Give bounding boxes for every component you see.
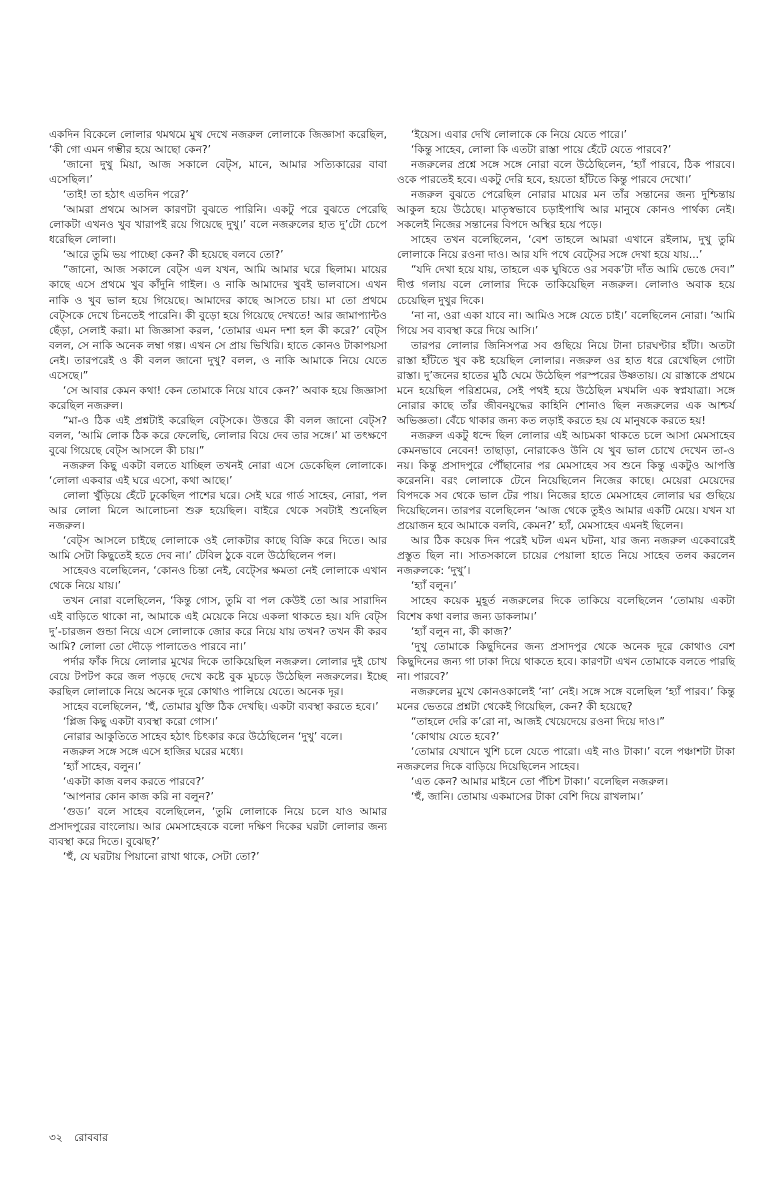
paragraph: ‘বেট্স আসলে চাইছে লোলাকে ওই লোকটার কাছে বিক্রি করে দিতে। আর আমি সেটা কিছুতেই হতে দেব না।’ টেবিল ঠুকে বলে উঠেছিলেন পল।: [49, 535, 387, 563]
paragraph: ‘প্লিজ কিছু একটা ব্যবস্থা করো গোস।’: [63, 715, 219, 728]
paragraph: “জানো, আজ সকালে বেট্স এল যখন, আমি আমার ঘরে ছিলাম। মায়ের কাছে এসে প্রথমে খুব কাঁদুনি গাইল। ও নাকি আমাদের খুবই ভালবাসে। এখন নাকি ও খুব ভাল হয়ে গিয়েছে। আমাদের কাছে আসতে চায়। মা তো প্রথমে বেট্সকে দেখে চিনতেই পারেনি। কী বুড়ো হয়ে গিয়েছে দেখতে! আর জামাপ্যান্টও ছেঁড়া, সেলাই করা। মা জিজ্ঞাসা করল, ‘তোমার এমন দশা হল কী করে?’ বেট্স বলল, সে নাকি অনেক লম্বা গল্প। এখন সে প্রায় ভিখিরি। হাতে কোনও টাকাপয়সা নেই। তারপরেই ও কী বলল জানো দুখু? বলল, ও নাকি আমাকে নিয়ে যেতে এসেছে।”: [49, 264, 387, 382]
paragraph: ‘হ্যাঁ বলুন না, কী কাজ?’: [411, 625, 512, 638]
paragraph: ‘জানো দুখু মিয়া, আজ সকালে বেট্স, মানে, আমার সত্যিকারের বাবা এসেছিল।’: [49, 159, 387, 187]
paragraph: ‘আরে তুমি ভয় পাচ্ছো কেন? কী হয়েছে বলবে তো?’: [63, 249, 284, 262]
paragraph: ‘দুখু তোমাকে কিছুদিনের জন্য প্রসাদপুর থেকে অনেক দূরে কোথাও বেশ কিছুদিনের জন্য গা ঢাকা দিয়ে থাকতে হবে। কারণটা এখন তোমাকে বলতে পারছি না। পারবে?’: [397, 640, 735, 683]
paragraph: ‘সে আবার কেমন কথা! কেন তোমাকে নিয়ে যাবে কেন?’ অবাক হয়ে জিজ্ঞাসা করেছিল নজরুল।: [49, 384, 387, 412]
paragraph: ‘আমরা প্রথমে আসল কারণটা বুঝতে পারিনি। একটু পরে বুঝতে পেরেছি লোকটা এখনও খুব খারাপই রয়ে গিয়েছে দুখু।’ বলে নজরুলের হাত দু’টো চেপে ধরেছিল লোলা।: [49, 204, 387, 247]
page-footer: [49, 1131, 116, 1145]
paragraph: ‘গুড।’ বলে সাহেব বলেছিলেন, ‘তুমি লোলাকে নিয়ে চলে যাও আমার প্রসাদপুরের বাংলোয়। আর মেমসাহেবকে বলো দক্ষিণ দিকের ঘরটা লোলার জন্য ব্যবস্থা করে দিতে। বুঝেছ?’: [49, 806, 387, 849]
paragraph: ‘কিন্তু সাহেব, লোলা কি এতটা রাস্তা পায়ে হেঁটে যেতে পারবে?’: [411, 144, 672, 157]
paragraph: ‘না না, ওরা একা যাবে না। আমিও সঙ্গে যেতে চাই।’ বলেছিলেন নোরা। ‘আমি গিয়ে সব ব্যবস্থা করে দিয়ে আসি।’: [397, 309, 735, 337]
paragraph: ‘একটা কাজ বলব করতে পারবে?’: [63, 776, 205, 789]
paragraph: “মা-ও ঠিক এই প্রশ্নটাই করেছিল বেট্সকে। উত্তরে কী বলল জানো বেট্স? বলল, ‘আমি লোক ঠিক করে ফেলেছি, লোলার বিয়ে দেব তার সঙ্গে।’ মা তৎক্ষণে বুঝে গিয়েছে বেট্স আসলে কী চায়।”: [49, 414, 387, 457]
paragraph: ‘হুঁ, জানি। তোমায় একমাসের টাকা বেশি দিয়ে রাখলাম।’: [411, 791, 644, 804]
paragraph: ‘ইয়েস। এবার দেখি লোলাকে কে নিয়ে যেতে পারে।’: [411, 129, 628, 141]
paragraph: সাহেব বলেছিলেন, ‘হুঁ, তোমার যুক্তি ঠিক দেখছি। একটা ব্যবস্থা করতে হবে।’: [63, 700, 379, 713]
paragraph: ‘হ্যাঁ বলুন।’: [411, 580, 457, 593]
paragraph: সাহেব তখন বলেছিলেন, ‘বেশ তাহলে আমরা এখানে রইলাম, দুখু তুমি লোলাকে নিয়ে রওনা দাও। আর যদি পথে বেট্সের সঙ্গে দেখা হয়ে যায়...’: [397, 234, 735, 262]
paragraph: ‘তোমার যেখানে খুশি চলে যেতে পারো। এই নাও টাকা।’ বলে পঞ্চাশটা টাকা নজরুলের দিকে বাড়িয়ে দিয়েছিলেন সাহেব।: [397, 745, 735, 773]
paragraph: “যদি দেখা হয়ে যায়, তাহলে এক ঘুষিতে ওর সবক’টা দাঁত আমি ভেঙে দেব।” দীপ্ত গলায় বলে লোলার দিকে তাকিয়েছিল নজরুল। লোলাও অবাক হয়ে চেয়েছিল দুখুর দিকে।: [397, 264, 735, 307]
paragraph: পর্দার ফাঁক দিয়ে লোলার মুখের দিকে তাকিয়েছিল নজরুল। লোলার দুই চোখ বেয়ে টপটপ করে জল পড়ছে দেখে কষ্টে বুক মুচড়ে উঠেছিল নজরুলের। ইচ্ছে করছিল লোলাকে নিয়ে অনেক দূরে কোথাও পালিয়ে যেতে। অনেক দূর।: [49, 655, 387, 698]
right-column: [397, 128, 735, 805]
paragraph: আর ঠিক কয়েক দিন পরেই ঘটল এমন ঘটনা, যার জন্য নজরুল একেবারেই প্রস্তুত ছিল না। সাতসকালে চায়ের পেয়ালা হাতে নিয়ে সাহেব তলব করলেন নজরুলকে: ‘দুখু’।: [397, 535, 735, 578]
left-column: [49, 128, 387, 865]
paragraph: তখন নোরা বলেছিলেন, ‘কিন্তু গোস, তুমি বা পল কেউই তো আর সারাদিন এই বাড়িতে থাকো না, আমাকে এই মেয়েকে নিয়ে একলা থাকতে হয়। যদি বেট্স দু’-চারজন গুন্ডা নিয়ে এসে লোলাকে জোর করে নিয়ে যায় তখন? তখন কী করব আমি? লোলা তো দৌড়ে পালাতেও পারবে না।’: [49, 595, 387, 653]
paragraph: ‘হ্যাঁ সাহেব, বলুন।’: [63, 760, 142, 773]
magazine-name: রোববার: [74, 1132, 109, 1144]
paragraph: নোরার আকুতিতে সাহেব হঠাৎ চিৎকার করে উঠেছিলেন ‘দুখু’ বলে।: [63, 730, 343, 743]
paragraph: “তাহলে দেরি ক’রো না, আজই খেয়েদেয়ে রওনা দিয়ে দাও।”: [411, 715, 665, 728]
paragraph: ‘কোথায় যেতে হবে?’: [411, 730, 500, 743]
paragraph: নজরুল কিছু একটা বলতে যাচ্ছিল তখনই নোরা এসে ডেকেছিল লোলাকে। ‘লোলা একবার এই ঘরে এসো, কথা আছে।’: [49, 460, 387, 488]
paragraph: তারপর লোলার জিনিসপত্র সব গুছিয়ে নিয়ে টানা চারঘণ্টার হাঁটা। অতটা রাস্তা হাঁটতে খুব কষ্ট হয়েছিল লোলার। নজরুল ওর হাত ধরে রেখেছিল গোটা রাস্তা। দু’জনের হাতের মুঠি ঘেমে উঠেছিল পরস্পরের উষ্ণতায়। যে রাস্তাকে প্রথমে মনে হয়েছিল পরিশ্রমের, সেই পথই হয়ে উঠেছিল মখমলি এক স্বপ্নযাত্রা। সঙ্গে নোরার কাছে তাঁর জীবনযুদ্ধের কাহিনি শোনাও ছিল নজরুলের এক আশ্চর্য অভিজ্ঞতা। বেঁচে থাকার জন্য কত লড়াই করতে হয় যে মানুষকে করতে হয়!: [397, 339, 735, 427]
paragraph: ‘এত কেন? আমার মাইনে তো পঁচিশ টাকা।’ বলেছিল নজরুল।: [411, 776, 669, 789]
paragraph: লোলা খুঁড়িয়ে হেঁটে ঢুকেছিল পাশের ঘরে। সেই ঘরে গার্ড সাহেব, নোরা, পল আর লোলা মিলে আলোচনা শুরু হয়েছিল। বাইরে থেকে সবটাই শুনেছিল নজরুল।: [49, 490, 387, 533]
page-number: ৩২: [49, 1132, 63, 1144]
paragraph: সাহেব কয়েক মুহূর্ত নজরুলের দিকে তাকিয়ে বলেছিলেন ‘তোমায় একটা বিশেষ কথা বলার জন্য ডাকলাম।’: [397, 595, 735, 623]
paragraph: ‘তাই! তা হঠাৎ এতদিন পরে?’: [63, 189, 189, 202]
paragraph: নজরুল একটু ধন্দে ছিল লোলার এই আচমকা থাকতে চলে আসা মেমসাহেব কেমনভাবে নেবেন! তাছাড়া, নোরাকেও উনি যে খুব ভাল চোখে দেখেন তা-ও নয়। কিন্তু প্রসাদপুরে পৌঁছানোর পর মেমসাহেব সব শুনে কিন্তু একটুও আপত্তি করেননি। বরং লোলাকে টেনে নিয়েছিলেন নিজের কাছে। মেয়েরা মেয়েদের বিপদকে সব থেকে ভাল টের পায়। নিজের হাতে মেমসাহেব লোলার ঘর গুছিয়ে দিয়েছিলেন। তারপর বলেছিলেন ‘আজ থেকে তুইও আমার একটি মেয়ে। যখন যা প্রয়োজন হবে আমাকে বলবি, কেমন?’ হ্যাঁ, মেমসাহেব এমনই ছিলেন।: [397, 429, 735, 533]
paragraph: সাহেবও বলেছিলেন, ‘কোনও চিন্তা নেই, বেট্সের ক্ষমতা নেই লোলাকে এখান থেকে নিয়ে যায়।’: [49, 565, 387, 593]
paragraph: ‘হুঁ, যে ঘরটায় পিয়ানো রাখা থাকে, সেটা তো?’: [63, 851, 260, 864]
paragraph: নজরুলের প্রশ্নে সঙ্গে সঙ্গে নোরা বলে উঠেছিলেন, ‘হ্যাঁ পারবে, ঠিক পারবে। ওকে পারতেই হবে। একটু দেরি হবে, হয়তো হাঁটতে কিন্তু পারবে দেখো।’: [397, 159, 735, 187]
paragraph: একদিন বিকেলে লোলার থমথমে মুখ দেখে নজরুল লোলাকে জিজ্ঞাসা করেছিল, ‘কী গো এমন গম্ভীর হয়ে আছো কেন?’: [49, 129, 387, 157]
paragraph: নজরুল বুঝতে পেরেছিল নোরার মায়ের মন তাঁর সন্তানের জন্য দুশ্চিন্তায় আকুল হয়ে উঠেছে। মাতৃস্বভাবে চড়াইপাখি আর মানুষে কোনও পার্থক্য নেই। সকলেই নিজের সন্তানের বিপদে অস্থির হয়ে পড়ে।: [397, 189, 735, 232]
paragraph: নজরুল সঙ্গে সঙ্গে এসে হাজির ঘরের মধ্যে।: [63, 745, 244, 758]
paragraph: ‘আপনার কোন কাজ করি না বলুন?’: [63, 791, 214, 804]
paragraph: নজরুলের মুখে কোনওকালেই ‘না’ নেই। সঙ্গে সঙ্গে বলেছিল ‘হ্যাঁ পারব।’ কিন্তু মনের ভেতরে প্রশ্নটা থেকেই গিয়েছিল, কেন? কী হয়েছে?: [397, 685, 735, 713]
